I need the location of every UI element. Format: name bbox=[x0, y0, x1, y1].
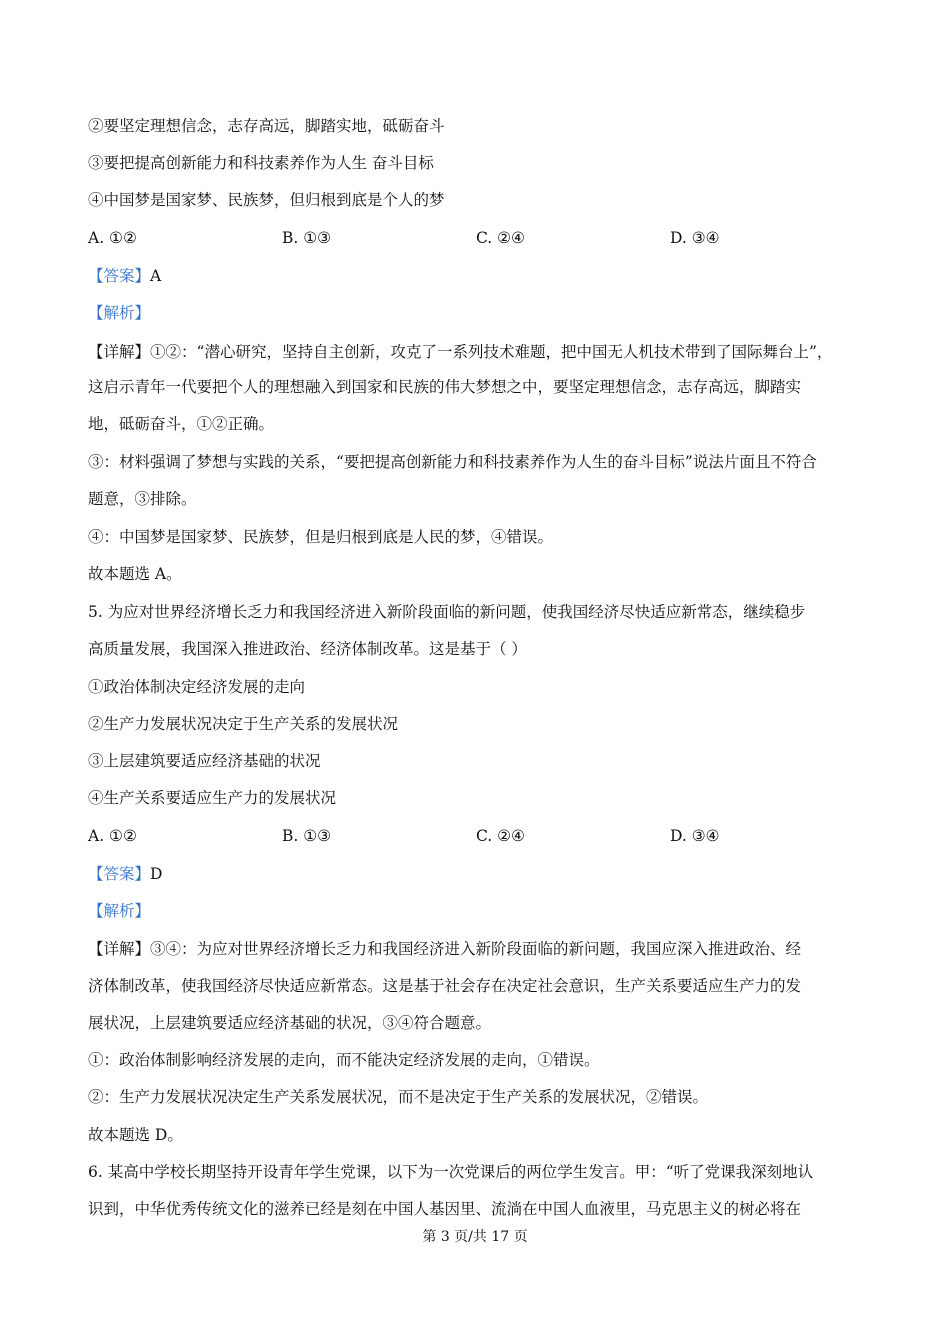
q5-detail-line-2: 济体制改革，使我国经济尽快适应新常态。这是基于社会存在决定社会意识，生产关系要适应生产力的发 bbox=[88, 977, 802, 995]
q4-detail-line-5: 题意，③排除。 bbox=[88, 490, 197, 508]
answer-value: D bbox=[150, 865, 163, 883]
q4-choice-c: C. ②④ bbox=[476, 229, 525, 247]
q5-choice-b: B. ①③ bbox=[282, 827, 332, 845]
q5-stem-line-2: 高质量发展，我国深入推进政治、经济体制改革。这是基于（ ） bbox=[88, 640, 527, 658]
q4-analysis-tag: 【解析】 bbox=[88, 304, 151, 322]
q5-choice-d: D. ③④ bbox=[670, 827, 720, 845]
q6-stem-line-1: 6. 某高中学校长期坚持开设青年学生党课，以下为一次党课后的两位学生发言。甲：“听了党课我深刻地认 bbox=[88, 1163, 814, 1181]
q6-stem-line-2: 识到，中华优秀传统文化的滋养已经是刻在中国人基因里、流淌在中国人血液里，马克思主义的树必将在 bbox=[88, 1200, 802, 1218]
q5-choice-a: A. ①② bbox=[88, 827, 137, 845]
q4-choice-b: B. ①③ bbox=[282, 229, 332, 247]
q4-option-2: ②要坚定理想信念，志存高远，脚踏实地，砥砺奋斗 bbox=[88, 117, 445, 135]
q5-analysis-tag: 【解析】 bbox=[88, 902, 151, 920]
detail-tag: 【详解】 bbox=[88, 940, 151, 958]
q5-option-3: ③上层建筑要适应经济基础的状况 bbox=[88, 752, 321, 770]
q4-option-4: ④中国梦是国家梦、民族梦，但归根到底是个人的梦 bbox=[88, 191, 445, 209]
q5-answer bbox=[88, 864, 162, 884]
answer-value: A bbox=[150, 267, 162, 285]
q4-detail-line-4: ③：材料强调了梦想与实践的关系，“要把提高创新能力和科技素养作为人生的奋斗目标”说法片面且不符合 bbox=[88, 453, 817, 471]
detail-text: ③④：为应对世界经济增长乏力和我国经济进入新阶段面临的新问题，我国应深入推进政治、经 bbox=[150, 940, 802, 958]
detail-text: ①②：“潜心研究，坚持自主创新，攻克了一系列技术难题，把中国无人机技术带到了国际舞台上”， bbox=[150, 343, 833, 361]
q5-detail-line-3: 展状况，上层建筑要适应经济基础的状况，③④符合题意。 bbox=[88, 1014, 492, 1032]
q4-option-3: ③要把提高创新能力和科技素养作为人生 奋斗目标 bbox=[88, 154, 434, 172]
q5-conclusion: 故本题选 D。 bbox=[88, 1126, 183, 1144]
q4-detail-line-6: ④：中国梦是国家梦、民族梦，但是归根到底是人民的梦，④错误。 bbox=[88, 528, 554, 546]
detail-tag: 【详解】 bbox=[88, 343, 151, 361]
q5-choice-c: C. ②④ bbox=[476, 827, 525, 845]
answer-tag: 【答案】 bbox=[88, 865, 151, 883]
q4-detail-line-2: 这启示青年一代要把个人的理想融入到国家和民族的伟大梦想之中，要坚定理想信念，志存高远，脚踏实 bbox=[88, 378, 802, 396]
q4-answer bbox=[88, 266, 161, 286]
q5-detail-line-1 bbox=[88, 939, 801, 959]
q5-option-2: ②生产力发展状况决定于生产关系的发展状况 bbox=[88, 715, 399, 733]
q5-stem-line-1: 5. 为应对世界经济增长乏力和我国经济进入新阶段面临的新问题，使我国经济尽快适应新常态，继续稳步 bbox=[88, 603, 806, 621]
q5-option-1: ①政治体制决定经济发展的走向 bbox=[88, 678, 306, 696]
answer-tag: 【答案】 bbox=[88, 267, 151, 285]
q4-choice-d: D. ③④ bbox=[670, 229, 720, 247]
q4-detail-line-1 bbox=[88, 342, 832, 362]
q5-option-4: ④生产关系要适应生产力的发展状况 bbox=[88, 789, 337, 807]
page-footer: 第 3 页/共 17 页 bbox=[422, 1229, 528, 1245]
q4-choice-a: A. ①② bbox=[88, 229, 137, 247]
q5-detail-line-5: ②：生产力发展状况决定生产关系发展状况，而不是决定于生产关系的发展状况，②错误。 bbox=[88, 1088, 709, 1106]
q5-detail-line-4: ①：政治体制影响经济发展的走向，而不能决定经济发展的走向，①错误。 bbox=[88, 1051, 600, 1069]
q4-detail-line-3: 地，砥砺奋斗，①②正确。 bbox=[88, 415, 275, 433]
q4-conclusion: 故本题选 A。 bbox=[88, 565, 182, 583]
